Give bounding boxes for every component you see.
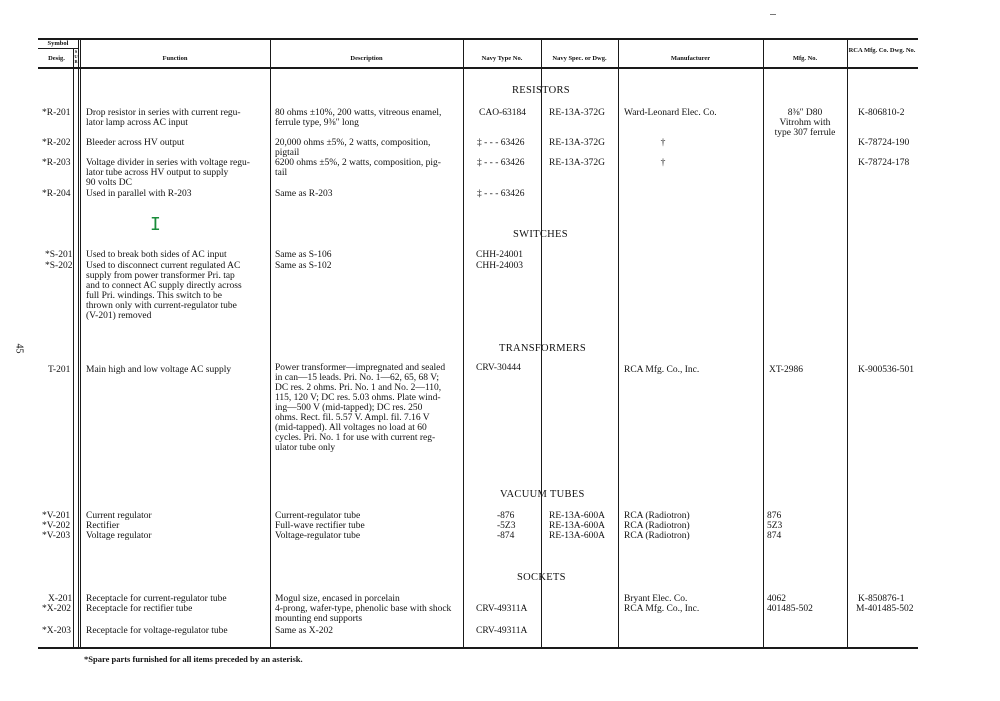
v203-manufacturer: RCA (Radiotron) xyxy=(624,531,690,541)
r201-function: Drop resistor in series with current regu- lator lamp across AC input xyxy=(86,108,241,128)
r204-desig: *R-204 xyxy=(42,189,71,199)
x201-function: Receptacle for current-regulator tube xyxy=(86,594,227,604)
v202-mfg-no: 5Z3 xyxy=(767,521,783,531)
v203-function: Voltage regulator xyxy=(86,531,152,541)
r203-navy-spec: RE-13A-372G xyxy=(549,158,605,168)
x201-manufacturer: Bryant Elec. Co. xyxy=(624,594,688,604)
header-navy-type: Navy Type No. xyxy=(481,55,523,62)
r203-manufacturer: † xyxy=(660,158,666,168)
s201-navy-type: CHH-24001 xyxy=(476,250,523,260)
header-function: Function xyxy=(162,55,188,62)
x201-mfg-no: 4062 xyxy=(767,594,786,604)
x203-navy-type: CRV-49311A xyxy=(476,626,528,636)
r202-function: Bleeder across HV output xyxy=(86,138,185,148)
v203-mfg-no: 874 xyxy=(767,531,782,541)
v202-navy-type: -5Z3 xyxy=(497,521,516,531)
r201-manufacturer: Ward-Leonard Elec. Co. xyxy=(624,108,717,118)
r203-description: 6200 ohms ±5%, 2 watts, composition, pig- tail xyxy=(275,158,441,178)
r201-rca-dwg: K-806810-2 xyxy=(858,108,905,118)
section-vacuum-tubes: VACUUM TUBES xyxy=(500,489,585,500)
x203-desig: *X-203 xyxy=(42,626,72,636)
s202-function: Used to disconnect current regulated AC supply from power transformer Pri. tap and to connect AC supply directly across full Pri. windings. This switch to be thrown only with current-regulator tube (V-201) removed xyxy=(86,261,242,321)
x202-desig: *X-202 xyxy=(42,604,72,614)
v201-navy-spec: RE-13A-600A xyxy=(549,511,605,521)
s201-description: Same as S-106 xyxy=(275,250,332,260)
t201-description: Power transformer—impregnated and sealed in can—15 leads. Pri. No. 1—62, 65, 68 V; DC res. 2 ohms. Pri. No. 1 and No. 2—110, 115, 120 V; DC res. 5.03 ohms. Plate wind- ing—500 V (mid-tapped); DC res. 250 ohms. Rect. fil. 5.57 V. Ampl. fil. 7.16 V (mid-tapped). All voltages no load at 60 cycles. Pri. No. 1 for use with current reg- ulator tube only xyxy=(275,363,446,453)
col-function-left xyxy=(78,38,79,648)
v201-manufacturer: RCA (Radiotron) xyxy=(624,511,690,521)
v202-navy-spec: RE-13A-600A xyxy=(549,521,605,531)
r202-description: 20,000 ohms ±5%, 2 watts, composition, pigtail xyxy=(275,138,431,158)
v203-navy-spec: RE-13A-600A xyxy=(549,531,605,541)
x202-rca-dwg: M-401485-502 xyxy=(856,604,914,614)
v202-desig: *V-202 xyxy=(42,521,71,531)
symbol-split-rule xyxy=(38,48,78,49)
r203-navy-type: ‡ - - - 63426 xyxy=(477,158,525,168)
t201-rca-dwg: K-900536-501 xyxy=(858,365,914,375)
x201-description: Mogul size, encased in porcelain xyxy=(275,594,400,604)
v203-navy-type: -874 xyxy=(497,531,515,541)
v203-desig: *V-203 xyxy=(42,531,71,541)
x201-desig: X-201 xyxy=(48,594,73,604)
v201-mfg-no: 876 xyxy=(767,511,782,521)
x202-manufacturer: RCA Mfg. Co., Inc. xyxy=(624,604,700,614)
v202-manufacturer: RCA (Radiotron) xyxy=(624,521,690,531)
header-manufacturer: Manufacturer xyxy=(670,55,711,62)
header-bottom-rule xyxy=(38,67,918,69)
x202-navy-type: CRV-49311A xyxy=(476,604,528,614)
col-function-left-2 xyxy=(80,38,81,648)
r201-description: 80 ohms ±10%, 200 watts, vitreous enamel, ferrule type, 9⅜″ long xyxy=(275,108,442,128)
header-description: Description xyxy=(350,55,383,62)
t201-function: Main high and low voltage AC supply xyxy=(86,365,232,375)
page-number: 45 xyxy=(13,343,25,354)
r202-rca-dwg: K-78724-190 xyxy=(858,138,910,148)
t201-desig: T-201 xyxy=(48,365,71,375)
section-transformers: TRANSFORMERS xyxy=(499,343,587,354)
r204-function: Used in parallel with R-203 xyxy=(86,189,192,199)
s201-desig: *S-201 xyxy=(45,250,73,260)
x202-function: Receptacle for rectifier tube xyxy=(86,604,193,614)
r202-navy-spec: RE-13A-372G xyxy=(549,138,605,148)
t201-navy-type: CRV-30444 xyxy=(476,363,521,373)
r203-rca-dwg: K-78724-178 xyxy=(858,158,910,168)
section-resistors: RESISTORS xyxy=(512,85,570,96)
t201-manufacturer: RCA Mfg. Co., Inc. xyxy=(624,365,700,375)
v202-description: Full-wave rectifier tube xyxy=(275,521,365,531)
s202-description: Same as S-102 xyxy=(275,261,332,271)
col-rcadwg-left xyxy=(847,38,848,648)
r202-manufacturer: † xyxy=(660,138,666,148)
col-sub-left xyxy=(73,48,74,648)
header-rca-dwg: RCA Mfg. Co. Dwg. No. xyxy=(848,47,916,54)
r203-desig: *R-203 xyxy=(42,158,71,168)
s202-navy-type: CHH-24003 xyxy=(476,261,523,271)
r204-description: Same as R-203 xyxy=(275,189,333,199)
x201-rca-dwg: K-850876-1 xyxy=(858,594,905,604)
x203-description: Same as X-202 xyxy=(275,626,334,636)
header-mfg-no: Mfg. No. xyxy=(792,55,818,62)
table-top-rule xyxy=(38,38,918,40)
t201-mfg-no: XT-2986 xyxy=(769,365,803,375)
header-sub: S U B xyxy=(74,49,78,64)
v201-description: Current-regulator tube xyxy=(275,511,361,521)
section-sockets: SOCKETS xyxy=(517,572,566,583)
v203-description: Voltage-regulator tube xyxy=(275,531,361,541)
x202-mfg-no: 401485-502 xyxy=(767,604,813,614)
r201-desig: *R-201 xyxy=(42,108,71,118)
v201-function: Current regulator xyxy=(86,511,152,521)
footnote: *Spare parts furnished for all items preceded by an asterisk. xyxy=(84,654,303,664)
header-symbol: Symbol xyxy=(47,40,69,47)
s202-desig: *S-202 xyxy=(45,261,73,271)
r201-navy-spec: RE-13A-372G xyxy=(549,108,605,118)
col-manufacturer-left xyxy=(618,38,619,648)
col-navytype-left xyxy=(463,38,464,648)
r202-navy-type: ‡ - - - 63426 xyxy=(477,138,525,148)
r201-navy-type: CAO-63184 xyxy=(479,108,526,118)
v202-function: Rectifier xyxy=(86,521,120,531)
r203-function: Voltage divider in series with voltage regu- lator tube across HV output to supply 90 volts DC xyxy=(86,158,250,188)
r204-navy-type: ‡ - - - 63426 xyxy=(477,189,525,199)
col-description-left xyxy=(270,38,271,648)
x203-function: Receptacle for voltage-regulator tube xyxy=(86,626,228,636)
r202-desig: *R-202 xyxy=(42,138,71,148)
s201-function: Used to break both sides of AC input xyxy=(86,250,227,260)
section-switches: SWITCHES xyxy=(513,229,568,240)
header-desig: Desig. xyxy=(48,55,65,62)
v201-desig: *V-201 xyxy=(42,511,71,521)
text-cursor-icon: I xyxy=(150,214,161,235)
x202-description: 4-prong, wafer-type, phenolic base with shock mounting end supports xyxy=(275,604,452,624)
r201-mfg-no: 8⅜″ D80 Vitrohm with type 307 ferrule xyxy=(774,108,836,138)
table-bottom-rule xyxy=(38,647,918,649)
v201-navy-type: -876 xyxy=(497,511,515,521)
header-navy-spec: Navy Spec. or Dwg. xyxy=(552,55,607,62)
scan-mark xyxy=(770,14,776,15)
